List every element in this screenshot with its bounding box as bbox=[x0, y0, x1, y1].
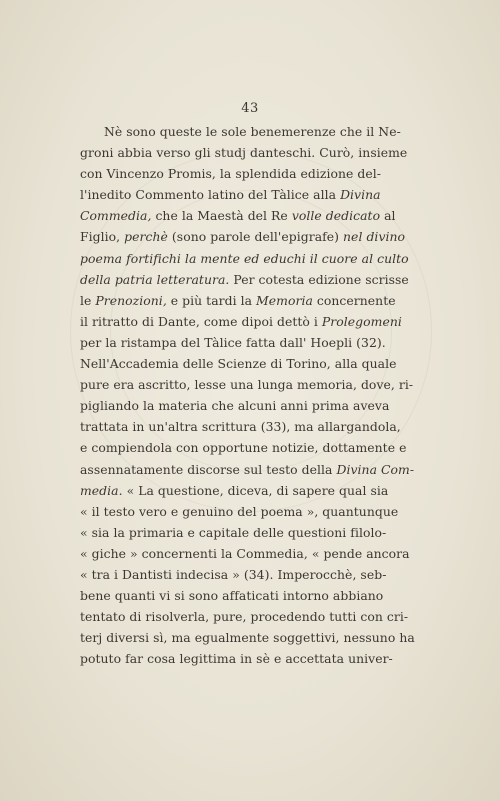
body-text bbox=[80, 121, 415, 669]
text-line bbox=[80, 163, 382, 184]
text-line bbox=[80, 501, 399, 522]
text-segment: pure era ascritto, lesse una lunga memoria, dove, ri- bbox=[80, 377, 414, 393]
text-segment: Figlio, bbox=[80, 229, 125, 245]
italic-text-segment: Prolegomeni bbox=[321, 313, 402, 329]
text-line bbox=[80, 606, 409, 627]
text-line bbox=[80, 585, 384, 606]
text-line bbox=[80, 648, 393, 669]
text-segment: pigliando la materia che alcuni anni prima aveva bbox=[80, 398, 390, 414]
text-segment: Nè sono queste le sole benemerenze che il Ne- bbox=[104, 124, 401, 139]
text-line bbox=[80, 269, 409, 290]
text-segment: il ritratto di Dante, come dipoi dettò i bbox=[80, 313, 322, 329]
text-segment: « La questione, diceva, di sapere qual sia bbox=[122, 482, 389, 498]
text-line bbox=[80, 395, 390, 416]
text-line bbox=[80, 480, 389, 501]
text-segment: « tra i Dantisti indecisa » (34). Imperocchè, seb- bbox=[80, 566, 387, 582]
text-segment: (sono parole dell'epigrafe) bbox=[167, 229, 344, 245]
text-segment: l'inedito Commento latino del Tàlice alla bbox=[80, 187, 341, 203]
text-segment: al bbox=[380, 208, 396, 224]
text-segment: « sia la primaria e capitale delle questioni filolo- bbox=[80, 524, 387, 540]
italic-text-segment: Prenozioni, bbox=[95, 292, 167, 308]
text-segment: Nell'Accademia delle Scienze di Torino, alla quale bbox=[80, 356, 397, 372]
text-line bbox=[80, 248, 409, 269]
text-line bbox=[80, 353, 397, 374]
text-line bbox=[80, 290, 396, 311]
italic-text-segment: della patria letteratura. bbox=[80, 271, 230, 287]
italic-text-segment: media. bbox=[80, 482, 123, 498]
italic-text-segment: nel divino bbox=[343, 229, 406, 245]
text-segment: terj diversi sì, ma egualmente soggettivi, nessuno ha bbox=[80, 630, 415, 646]
page-number: 43 bbox=[241, 101, 259, 116]
text-line bbox=[80, 459, 415, 480]
text-line bbox=[80, 332, 386, 353]
text-segment: le bbox=[80, 292, 96, 308]
text-line bbox=[80, 627, 415, 648]
text-segment: bene quanti vi si sono affaticati intorno abbiano bbox=[80, 588, 384, 604]
text-line bbox=[80, 311, 402, 332]
text-segment: « giche » concernenti la Commedia, « pende ancora bbox=[80, 545, 410, 561]
italic-text-segment: poema fortifichi la mente ed educhi il cuore al culto bbox=[80, 250, 409, 266]
italic-text-segment: Memoria bbox=[256, 292, 313, 308]
text-line bbox=[80, 543, 410, 564]
text-line bbox=[80, 184, 381, 205]
text-segment: tentato di risolverla, pure, procedendo tutti con cri- bbox=[80, 609, 409, 625]
text-line bbox=[80, 522, 387, 543]
text-segment: « il testo vero e genuino del poema », quantunque bbox=[80, 503, 399, 519]
text-segment: trattata in un'altra scrittura (33), ma allargandola, bbox=[80, 419, 401, 435]
text-segment: groni abbia verso gli studj danteschi. Curò, insieme bbox=[80, 145, 408, 161]
text-line bbox=[80, 374, 414, 395]
text-segment: e più tardi la bbox=[166, 292, 257, 308]
text-line bbox=[80, 142, 408, 163]
text-segment: che la Maestà del Re bbox=[151, 208, 292, 224]
italic-text-segment: Divina Com- bbox=[336, 461, 415, 477]
text-segment: potuto far cosa legittima in sè e accettata univer- bbox=[80, 651, 393, 667]
text-segment: concernente bbox=[312, 292, 396, 308]
text-line bbox=[80, 205, 396, 226]
text-segment: con Vincenzo Promis, la splendida edizione del- bbox=[80, 166, 382, 182]
text-segment: per la ristampa del Tàlice fatta dall' Hoepli (32). bbox=[80, 334, 386, 350]
text-line bbox=[80, 564, 387, 585]
italic-text-segment: Divina bbox=[340, 187, 381, 203]
text-line bbox=[80, 226, 406, 247]
italic-text-segment: volle dedicato bbox=[291, 208, 381, 224]
text-line bbox=[80, 416, 401, 437]
italic-text-segment: Commedia, bbox=[80, 208, 152, 224]
text-segment: Per cotesta edizione scrisse bbox=[229, 271, 409, 287]
text-line bbox=[80, 437, 407, 458]
text-line bbox=[80, 121, 401, 142]
text-segment: assennatamente discorse sul testo della bbox=[80, 461, 337, 477]
italic-text-segment: perchè bbox=[124, 229, 168, 245]
text-segment: e compiendola con opportune notizie, dottamente e bbox=[80, 440, 407, 456]
